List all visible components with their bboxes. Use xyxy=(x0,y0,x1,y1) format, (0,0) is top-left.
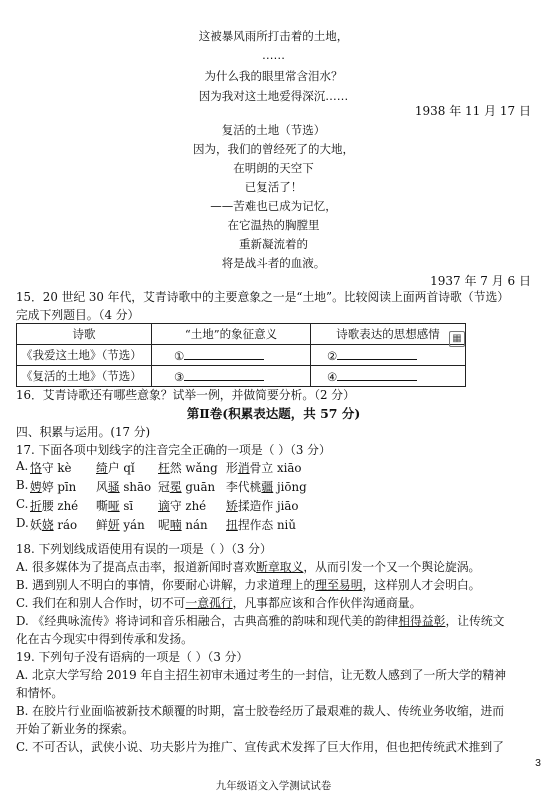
q18-option-c[interactable] xyxy=(16,594,531,612)
underlined-char: 骚 xyxy=(107,480,120,494)
option-letter: D. xyxy=(16,516,29,530)
underlined-char: 冕 xyxy=(169,480,182,494)
underlined-char: 折 xyxy=(30,499,42,513)
table-row xyxy=(17,345,466,366)
pinyin-item: 矫揉造作 jiāo xyxy=(226,499,299,513)
poem2-line-1: 因为，我们的曾经死了的大地， xyxy=(193,142,354,156)
answer-blank[interactable] xyxy=(337,347,417,360)
q15-stem-line-2: 完成下列题目。（4 分） xyxy=(16,308,140,322)
option-text: D. 《经典咏流传》将诗词和音乐相融合，古典高雅的韵味和现代美的韵律 xyxy=(16,614,399,628)
poem1-line-2: …… xyxy=(262,48,285,62)
answer-marker: ② xyxy=(327,349,338,363)
table-header-cell: 诗歌表达的思想感情 xyxy=(311,324,466,345)
q15-stem-line-1: 15．20 世纪 30 年代，艾青诗歌中的主要意象之一是“土地”。比较阅读上面两首诗歌（节选） xyxy=(16,290,510,304)
q17-option-b[interactable] xyxy=(16,478,307,494)
q19-option-b[interactable]: B. 在胶片行业面临被新技术颠覆的时期，富士胶卷经历了最艰难的裁人、传统业务收缩，进而 xyxy=(16,704,505,718)
option-letter: C. xyxy=(16,497,29,511)
table-row xyxy=(17,366,466,387)
q15-table xyxy=(16,323,466,387)
underlined-char: 疆 xyxy=(261,480,274,494)
pinyin-item: 李代桃疆 jiōng xyxy=(226,480,307,494)
pinyin-item: 嘶哑 sī xyxy=(96,499,134,513)
answer-blank[interactable] xyxy=(184,368,264,381)
q17-option-d[interactable] xyxy=(16,516,296,532)
underlined-idiom: 断章取义 xyxy=(256,560,304,574)
option-text: ，让传统文 xyxy=(445,614,505,628)
poem2-title: 复活的土地（节选） xyxy=(221,123,326,137)
answer-marker: ④ xyxy=(327,370,338,384)
poem2-line-7: 将是战斗者的血液。 xyxy=(221,256,326,270)
q18-option-d-cont: 化在古今现实中得到传承和发扬。 xyxy=(16,632,193,646)
underlined-char: 绮 xyxy=(96,461,108,475)
answer-cell[interactable] xyxy=(152,366,311,387)
page-number: 3 xyxy=(535,757,541,769)
option-letter: B. xyxy=(16,478,29,492)
q19-option-a[interactable]: A. 北京大学写给 2019 年自主招生初审未通过考生的一封信，让无数人感到了一所大学的精神 xyxy=(16,668,507,682)
underlined-char: 妍 xyxy=(107,518,120,532)
pinyin-item: 枉然 wǎng xyxy=(158,461,218,475)
pinyin-item: 娉婷 pīn xyxy=(30,480,77,494)
table-header-row xyxy=(17,324,466,345)
option-text: B. 遇到别人不明白的事情，你要耐心讲解，力求道理上的 xyxy=(16,578,316,592)
poem1-line-3: 为什么我的眼里常含泪水？ xyxy=(204,69,343,83)
q17-option-c[interactable] xyxy=(16,497,299,513)
answer-marker: ① xyxy=(174,349,185,363)
underlined-idiom: 一意孤行 xyxy=(185,596,233,610)
poem2-line-6: 重新凝流着的 xyxy=(239,237,308,251)
part4-title: 四、积累与运用。(17 分) xyxy=(16,425,151,439)
pinyin-item: 谪守 zhé xyxy=(158,499,207,513)
pinyin-item: 妖娆 ráo xyxy=(30,518,78,532)
q18-option-a[interactable] xyxy=(16,558,531,576)
poem2-line-3: 已复活了！ xyxy=(244,180,303,194)
poem2-line-4: ——苦难也已成为记忆， xyxy=(210,199,337,213)
pinyin-item: 鲜妍 yán xyxy=(96,518,145,532)
underlined-char: 娉 xyxy=(30,480,42,494)
option-text: A. 很多媒体为了提高点击率，报道新闻时喜欢 xyxy=(16,560,257,574)
pinyin-item: 折腰 zhé xyxy=(30,499,79,513)
answer-marker: ③ xyxy=(174,370,185,384)
q19-option-b-cont: 开始了新业务的探索。 xyxy=(16,722,134,736)
underlined-char: 哑 xyxy=(107,499,120,513)
poem1-line-4: 因为我对这土地爱得深沉…… xyxy=(198,89,349,103)
underlined-char: 谪 xyxy=(158,499,170,513)
q17-option-a[interactable] xyxy=(16,459,302,475)
poem2-line-5: 在它温热的胸膛里 xyxy=(227,218,320,232)
q19-option-c[interactable]: C. 不可否认，武侠小说、功夫影片为推广、宣传武术发挥了巨大作用，但也把传统武术推到了 xyxy=(16,740,504,754)
poem1-line-1: 这被暴风雨所打击着的土地， xyxy=(198,29,349,43)
poem1-date: 1938 年 11 月 17 日 xyxy=(414,104,531,118)
pinyin-item: 恪守 kè xyxy=(30,461,72,475)
answer-cell[interactable] xyxy=(311,366,466,387)
answer-blank[interactable] xyxy=(184,347,264,360)
poem2-date: 1937 年 7 月 6 日 xyxy=(430,274,531,288)
underlined-idiom: 相得益彰 xyxy=(398,614,446,628)
underlined-char: 恪 xyxy=(30,461,42,475)
answer-blank[interactable] xyxy=(337,368,417,381)
q17-stem: 17. 下面各项中划线字的注音完全正确的一项是（ ）（3 分） xyxy=(16,443,331,457)
underlined-char: 枉 xyxy=(158,461,170,475)
q19-option-a-cont: 和情怀。 xyxy=(16,686,64,700)
section-title: 第Ⅱ卷(积累表达题，共 57 分) xyxy=(186,406,361,421)
q18-option-d[interactable] xyxy=(16,612,531,630)
pinyin-item: 扭捏作态 niǔ xyxy=(226,518,296,532)
pinyin-item: 形消骨立 xiāo xyxy=(226,461,302,475)
pinyin-item: 风骚 shāo xyxy=(96,480,152,494)
answer-cell[interactable] xyxy=(152,345,311,366)
q16-stem: 16．艾青诗歌还有哪些意象？试举一例，并做简要分析。（2 分） xyxy=(16,388,355,402)
underlined-char: 矫 xyxy=(226,499,238,513)
q19-stem: 19. 下列句子没有语病的一项是（ ）（3 分） xyxy=(16,650,249,664)
underlined-char: 消 xyxy=(237,461,250,475)
q18-stem: 18. 下列划线成语使用有误的一项是（ ）（3 分） xyxy=(16,542,272,556)
table-cell: 《我爱这土地》（节选） xyxy=(17,345,152,366)
q18-option-b[interactable] xyxy=(16,576,531,594)
underlined-char: 喃 xyxy=(169,518,182,532)
option-text: ，从而引发一个又一个舆论旋涡。 xyxy=(303,560,481,574)
pinyin-item: 绮户 qǐ xyxy=(96,461,135,475)
option-text: ，凡事都应该和合作伙伴沟通商量。 xyxy=(232,596,422,610)
table-tool-icon[interactable]: ▦ xyxy=(449,331,465,347)
table-header-cell: “土地”的象征意义 xyxy=(152,324,311,345)
answer-cell[interactable] xyxy=(311,345,466,366)
footer: 九年级语文入学测试试卷 xyxy=(215,780,332,792)
option-text: ，这样别人才会明白。 xyxy=(362,578,481,592)
poem2-line-2: 在明朗的天空下 xyxy=(233,161,314,175)
pinyin-item: 冠冕 guān xyxy=(158,480,216,494)
table-header-cell: 诗歌 xyxy=(17,324,152,345)
underlined-idiom: 理至易明 xyxy=(315,578,363,592)
underlined-char: 娆 xyxy=(41,518,54,532)
table-cell: 《复活的土地》（节选） xyxy=(17,366,152,387)
underlined-char: 扭 xyxy=(226,518,238,532)
pinyin-item: 呢喃 nán xyxy=(158,518,208,532)
option-letter: A. xyxy=(16,459,29,473)
option-text: C. 我们在和别人合作时，切不可 xyxy=(16,596,186,610)
